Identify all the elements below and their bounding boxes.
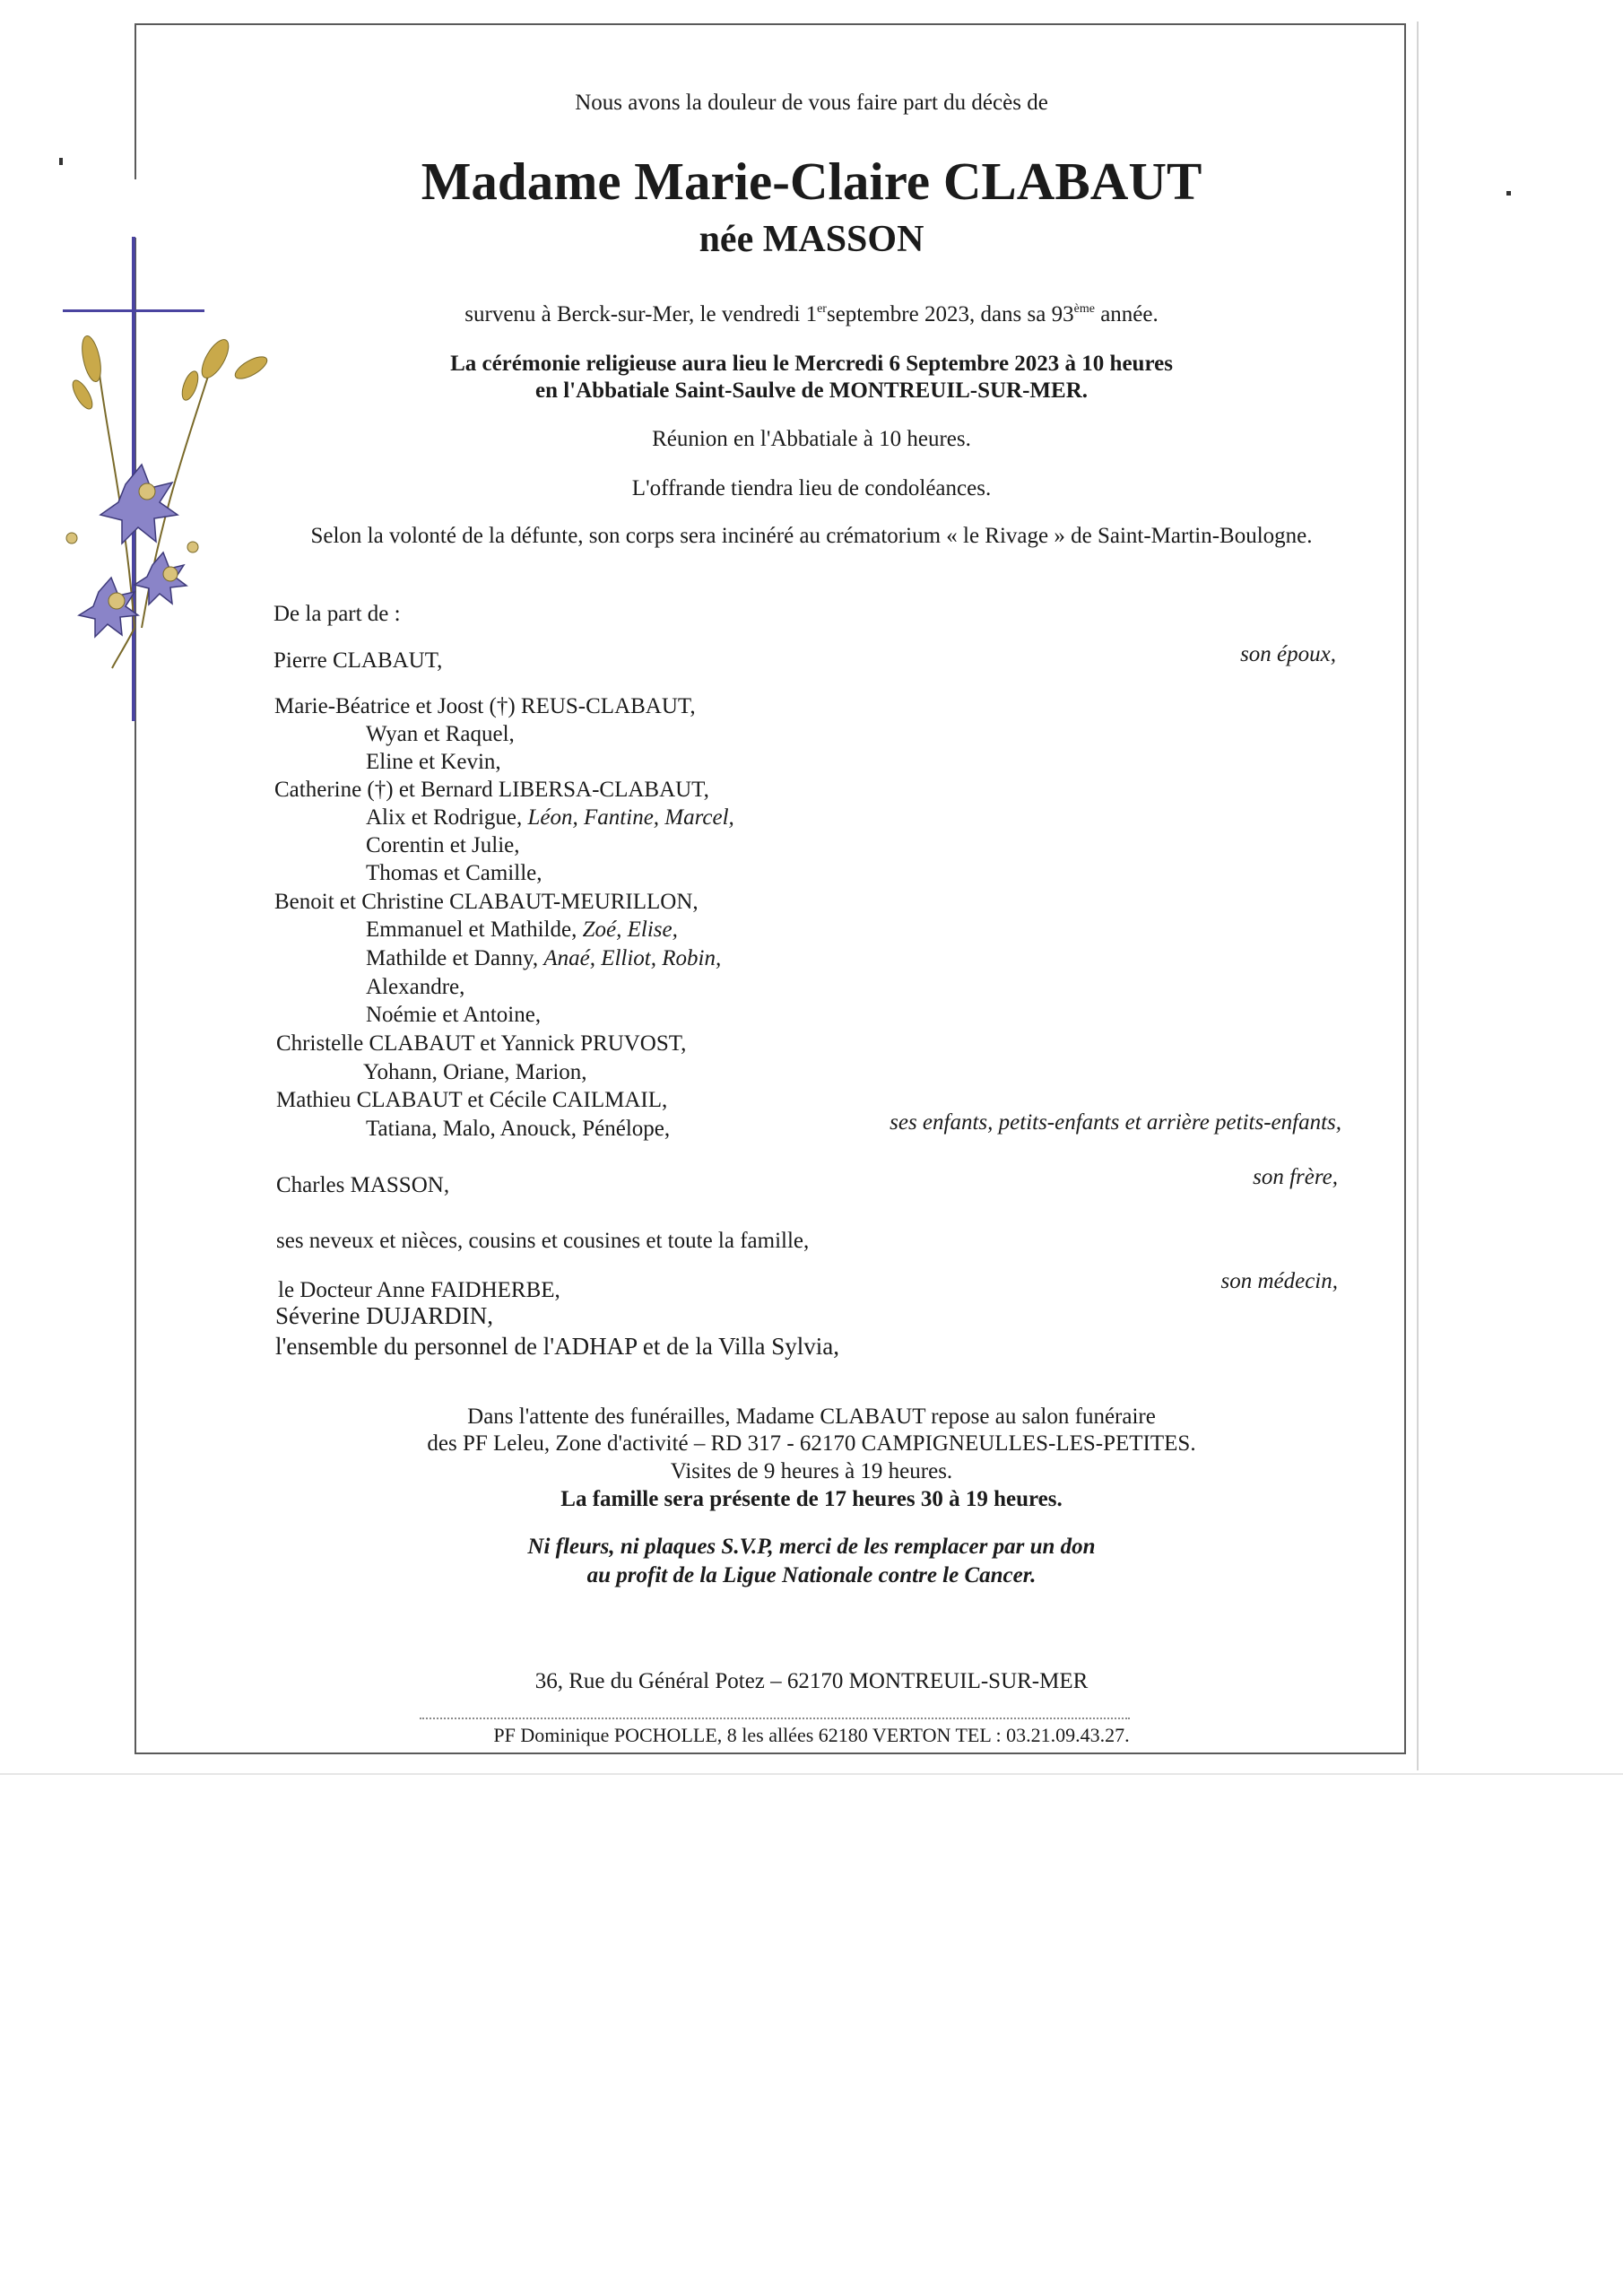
grandchild-line: Alexandre,	[366, 975, 465, 999]
footer-divider	[420, 1718, 1130, 1719]
offrande-line: L'offrande tiendra lieu de condoléances.	[631, 476, 992, 500]
children-role: ses enfants, petits-enfants et arrière petits-enfants,	[890, 1110, 1341, 1135]
child-5: Mathieu CLABAUT et Cécile CAILMAIL,	[276, 1088, 668, 1112]
cremation-line: Selon la volonté de la défunte, son corps sera incinéré au crématorium « le Rivage » de Saint-Martin-Boulogne.	[310, 524, 1313, 548]
grandchild-line: Corentin et Julie,	[366, 833, 520, 857]
caregiver-name: Séverine DUJARDIN,	[275, 1302, 493, 1329]
child-2: Catherine (†) et Bernard LIBERSA-CLABAUT,	[274, 778, 709, 802]
flowers-line-1: Ni fleurs, ni plaques S.V.P, merci de les remplacer par un don	[527, 1535, 1096, 1559]
grandchild-line: Tatiana, Malo, Anouck, Pénélope,	[366, 1117, 671, 1141]
visits-line: Visites de 9 heures à 19 heures.	[670, 1459, 953, 1483]
grandchild-line: Eline et Kevin,	[366, 750, 501, 774]
grandchild-line: Wyan et Raquel,	[366, 722, 515, 746]
staff-line: l'ensemble du personnel de l'ADHAP et de la Villa Sylvia,	[275, 1333, 839, 1360]
doctor-role: son médecin,	[1220, 1269, 1338, 1293]
intro-line: Nous avons la douleur de vous faire part du décès de	[575, 91, 1048, 115]
grandchild-line: Thomas et Camille,	[366, 861, 542, 885]
brother-role: son frère,	[1253, 1165, 1338, 1189]
grandchild-line: Alix et Rodrigue, Léon, Fantine, Marcel,	[366, 805, 734, 830]
child-3: Benoit et Christine CLABAUT-MEURILLON,	[274, 890, 699, 914]
family-intro: De la part de :	[273, 602, 401, 626]
grandchild-line: Mathilde et Danny, Anaé, Elliot, Robin,	[366, 946, 722, 970]
funeral-line-1: Dans l'attente des funérailles, Madame CLABAUT repose au salon funéraire	[467, 1405, 1156, 1429]
funeral-line-2: des PF Leleu, Zone d'activité – RD 317 - 62170 CAMPIGNEULLES-LES-PETITES.	[427, 1431, 1196, 1456]
child-1: Marie-Béatrice et Joost (†) REUS-CLABAUT,	[274, 694, 696, 718]
scan-edge-bottom	[0, 1773, 1623, 1775]
doctor-name: le Docteur Anne FAIDHERBE,	[278, 1278, 560, 1302]
deceased-name: Madame Marie-Claire CLABAUT	[421, 152, 1202, 211]
maiden-name: née MASSON	[699, 219, 924, 260]
ceremony-line-1: La cérémonie religieuse aura lieu le Mercredi 6 Septembre 2023 à 10 heures	[450, 352, 1173, 376]
brother-name: Charles MASSON,	[276, 1173, 450, 1197]
extended-family: ses neveux et nièces, cousins et cousines et toute la famille,	[276, 1229, 810, 1253]
family-presence: La famille sera présente de 17 heures 30 à 19 heures.	[560, 1487, 1063, 1511]
death-details: survenu à Berck-sur-Mer, le vendredi 1erseptembre 2023, dans sa 93ème année.	[464, 302, 1159, 326]
grandchild-line: Emmanuel et Mathilde, Zoé, Elise,	[366, 918, 678, 942]
undertaker-line: PF Dominique POCHOLLE, 8 les allées 62180 VERTON TEL : 03.21.09.43.27.	[493, 1724, 1130, 1746]
child-4: Christelle CLABAUT et Yannick PRUVOST,	[276, 1031, 687, 1056]
grandchild-line: Noémie et Antoine,	[366, 1003, 542, 1027]
address-line: 36, Rue du Général Potez – 62170 MONTREUIL-SUR-MER	[534, 1669, 1089, 1693]
reunion-line: Réunion en l'Abbatiale à 10 heures.	[652, 427, 971, 451]
ceremony-line-2: en l'Abbatiale Saint-Saulve de MONTREUIL-SUR-MER.	[534, 378, 1088, 403]
flowers-line-2: au profit de la Ligue Nationale contre le Cancer.	[586, 1563, 1037, 1587]
husband-role: son époux,	[1240, 642, 1336, 666]
husband-name: Pierre CLABAUT,	[273, 648, 443, 673]
grandchild-line: Yohann, Oriane, Marion,	[363, 1060, 587, 1084]
